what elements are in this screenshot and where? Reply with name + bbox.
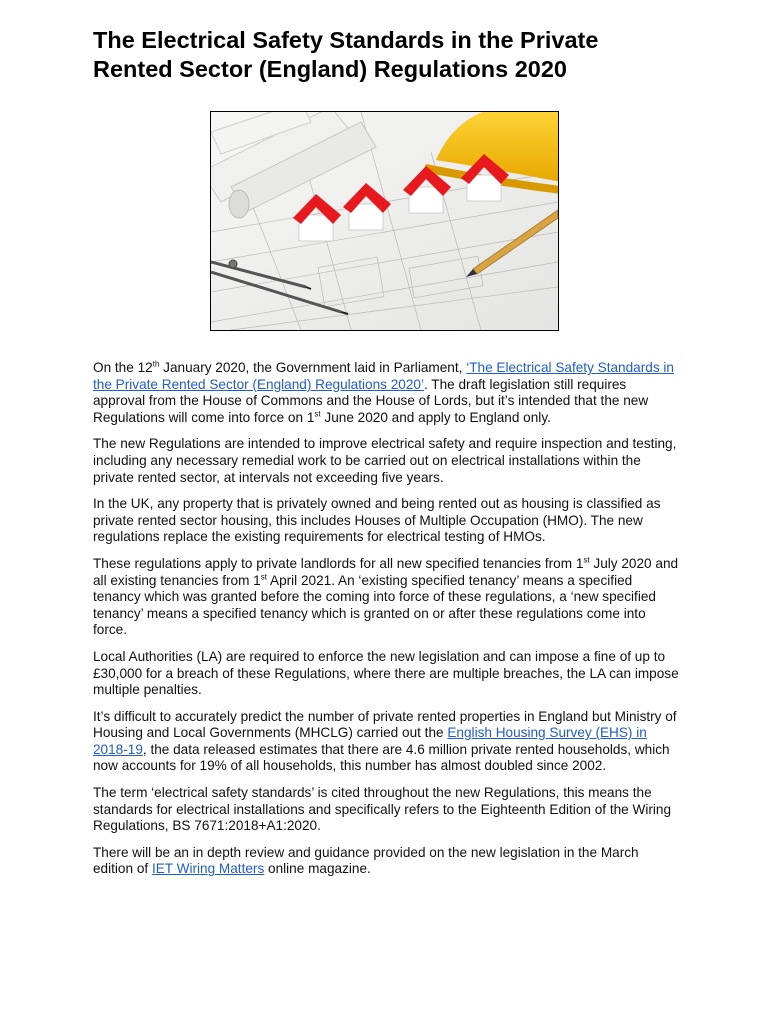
paragraph-purpose: The new Regulations are intended to improve electrical safety and require inspection and testing, including any necessary remedial work to be carried out on electrical installations within the private rented sector, at intervals not exceeding five years. [93, 436, 677, 485]
paragraph-text: These regulations apply to private landlords for all new specified tenancies from 1 [93, 555, 584, 571]
regulations-link[interactable]: ‘The Electrical Safety Standards in the Private Rented Sector (England) Regulations 2020’ [93, 360, 674, 392]
ordinal-suffix: th [152, 359, 160, 369]
paragraph-text: , the data released estimates that there are 4.6 million private rented households, which now accounts for 19% of all households, this number has almost doubled since 2002. [93, 741, 670, 774]
paragraph-text: January 2020, the Government laid in Parliament, [159, 360, 467, 375]
iet-wiring-matters-link[interactable]: IET Wiring Matters [151, 861, 265, 877]
ordinal-suffix: st [583, 555, 590, 565]
paragraph-text: . The draft legislation still requires approval from the House of Commons and the House of Lords, but it’s intended that the new Regulations will come into force on 1 [93, 376, 649, 425]
article-body [93, 360, 681, 878]
ordinal-suffix: st [260, 572, 267, 581]
paragraph-text: On the 12 [93, 360, 153, 375]
paragraph-text: June 2020 and apply to England only. [320, 409, 551, 425]
english-housing-survey-link[interactable]: English Housing Survey (EHS) in 2018-19 [93, 725, 647, 757]
paragraph-tenancy-dates [93, 556, 681, 639]
paragraph-statistics [93, 709, 681, 775]
paragraph-text: July 2020 and all existing tenancies from 1 [93, 555, 679, 588]
paragraph-further-guidance [93, 845, 681, 878]
document-page [93, 26, 681, 888]
blueprint-illustration [211, 112, 558, 330]
houses-on-blueprint-image [210, 111, 559, 331]
paragraph-intro [93, 360, 681, 426]
ordinal-suffix: st [314, 409, 321, 419]
paragraph-text: There will be an in depth review and guidance provided on the new legislation in the March edition of [93, 844, 639, 877]
paragraph-text: online magazine. [264, 861, 371, 877]
paragraph-standards-definition: The term ‘electrical safety standards’ is cited throughout the new Regulations, this means the standards for electrical installations and specifically refers to the Eighteenth Edition of the Wiring Regulations, BS 7671:2018+A1:2020. [93, 785, 672, 834]
paragraph-private-rented-definition: In the UK, any property that is privately owned and being rented out as housing is classified as private rented sector housing, this includes Houses of Multiple Occupation (HMO). The new regulations replace the existing requirements for electrical testing of HMOs. [93, 496, 661, 545]
paragraph-enforcement: Local Authorities (LA) are required to enforce the new legislation and can impose a fine of up to £30,000 for a breach of these Regulations, where there are multiple breaches, the LA can impose multiple penalties. [93, 648, 679, 698]
paragraph-text: It’s difficult to accurately predict the number of private rented properties in England but Ministry of Housing and Local Governments (MHCLG) carried out the [93, 708, 677, 741]
page-title: The Electrical Safety Standards in the Private Rented Sector (England) Regulations 2020 [93, 27, 599, 82]
paragraph-text: April 2021. An ‘existing specified tenancy’ means a specified tenancy which was granted before the coming into force of these regulations, a ‘new specified tenancy’ means a specified tenancy which is granted on or after these regulations come into force. [93, 572, 656, 638]
